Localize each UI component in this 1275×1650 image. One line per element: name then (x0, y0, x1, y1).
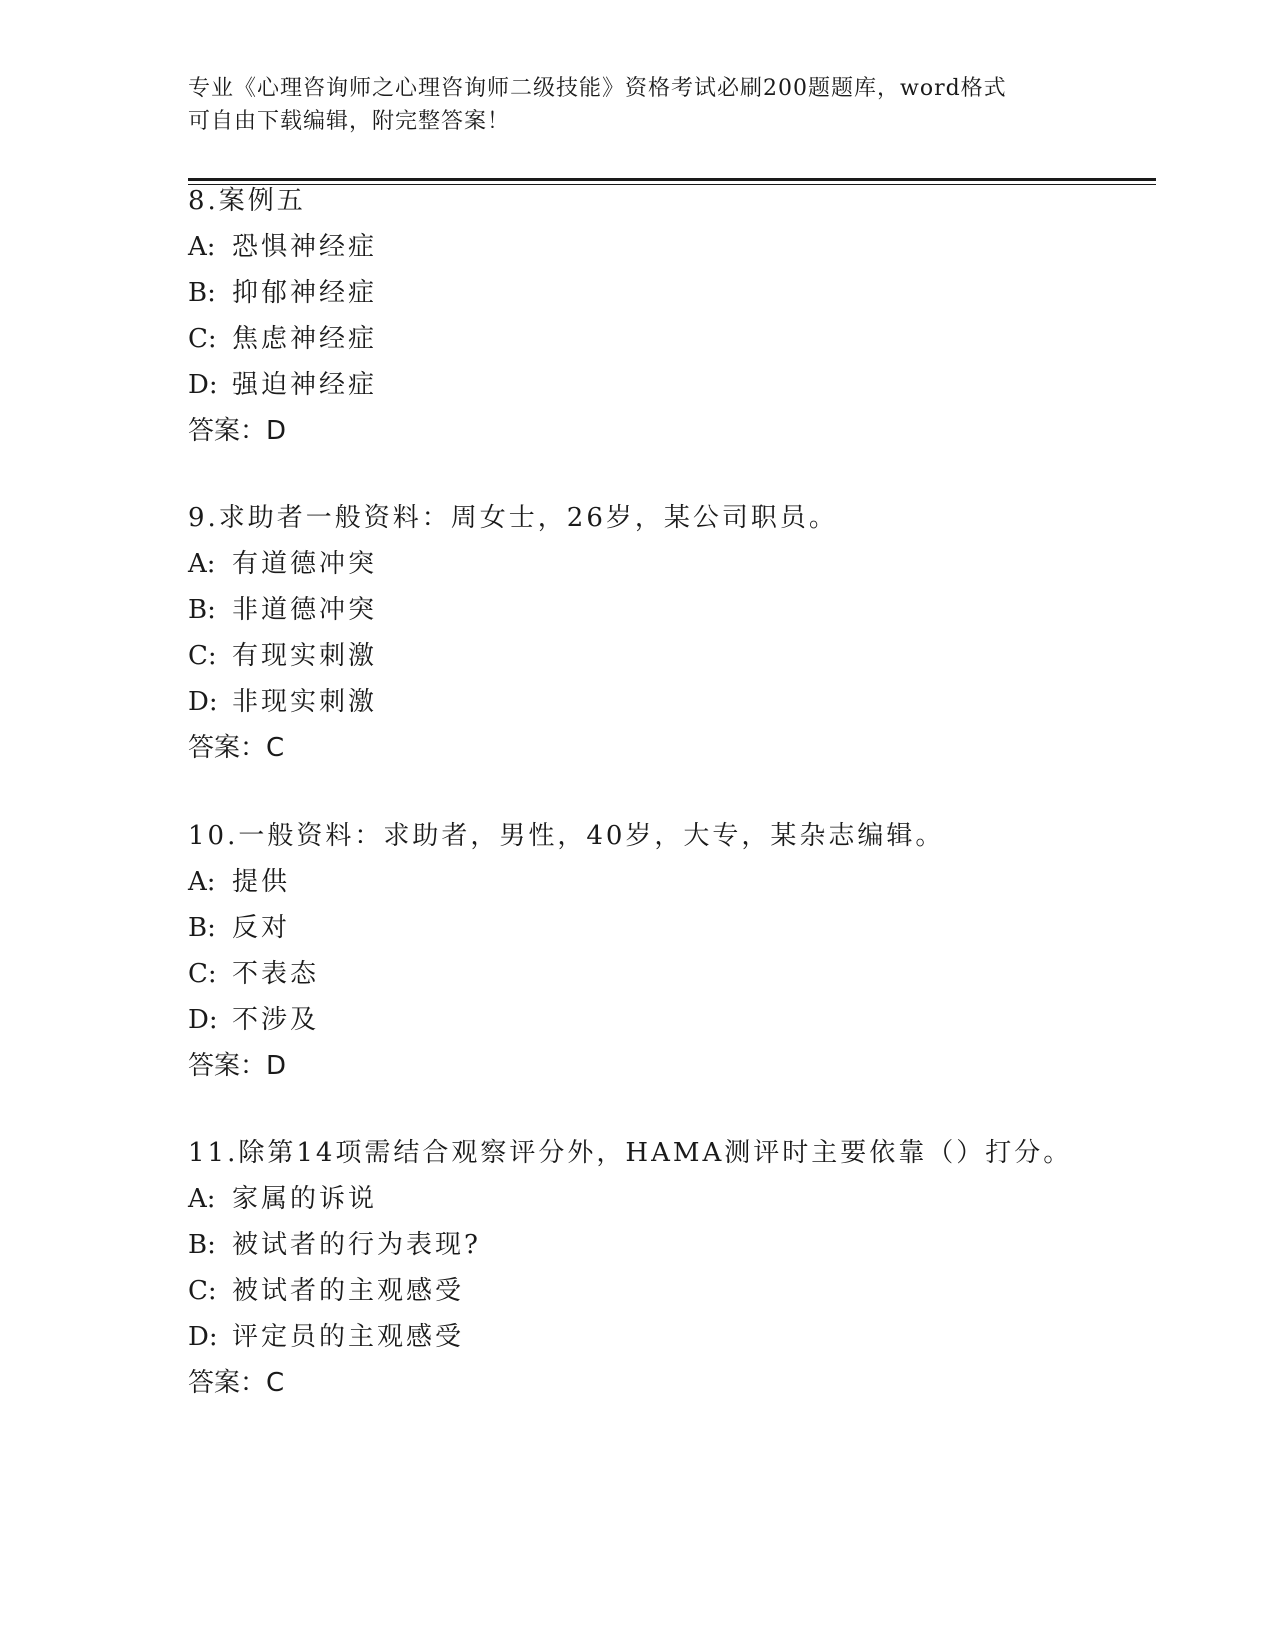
option-text: 焦虑神经症 (232, 324, 378, 354)
answer-line: 答案：C (188, 733, 285, 763)
option-d (188, 997, 1148, 1043)
option-text: 恐惧神经症 (232, 232, 378, 262)
option-letter: B: (188, 595, 216, 625)
option-text: 家属的诉说 (232, 1184, 378, 1214)
option-a (188, 541, 1148, 587)
option-letter: C: (188, 641, 217, 671)
option-c (188, 633, 1148, 679)
option-letter: C: (188, 1276, 217, 1306)
option-letter: C: (188, 959, 217, 989)
header-line-2: 可自由下载编辑，附完整答案！ (188, 109, 511, 134)
question-8 (188, 178, 1148, 454)
option-letter: A: (188, 1184, 216, 1214)
option-text: 被试者的主观感受 (232, 1276, 465, 1306)
option-b (188, 905, 1148, 951)
option-text: 提供 (232, 867, 291, 897)
option-d (188, 679, 1148, 725)
option-text: 有现实刺激 (232, 641, 378, 671)
question-stem: 10.一般资料：求助者，男性，40岁，大专，某杂志编辑。 (188, 821, 945, 851)
option-b (188, 1222, 1148, 1268)
option-letter: B: (188, 1230, 216, 1260)
option-a (188, 1176, 1148, 1222)
option-text: 不表态 (232, 959, 320, 989)
header-line-1: 专业《心理咨询师之心理咨询师二级技能》资格考试必刷200题题库，word格式 (188, 76, 1007, 101)
option-letter: A: (188, 232, 216, 262)
document-header (188, 72, 1068, 138)
option-letter: A: (188, 867, 216, 897)
option-text: 反对 (232, 913, 291, 943)
question-9 (188, 495, 1148, 771)
option-a (188, 859, 1148, 905)
question-stem: 9.求助者一般资料：周女士，26岁，某公司职员。 (188, 503, 838, 533)
option-c (188, 1268, 1148, 1314)
option-c (188, 951, 1148, 997)
option-letter: B: (188, 278, 216, 308)
answer-line: 答案：D (188, 416, 287, 446)
option-b (188, 270, 1148, 316)
option-text: 有道德冲突 (232, 549, 378, 579)
option-text: 非道德冲突 (232, 595, 378, 625)
option-a (188, 224, 1148, 270)
option-letter: C: (188, 324, 217, 354)
option-text: 抑郁神经症 (232, 278, 378, 308)
option-letter: D: (188, 1005, 218, 1035)
answer-line: 答案：D (188, 1051, 287, 1081)
option-letter: D: (188, 687, 218, 717)
option-letter: D: (188, 370, 218, 400)
option-text: 不涉及 (232, 1005, 320, 1035)
option-d (188, 1314, 1148, 1360)
option-letter: D: (188, 1322, 218, 1352)
option-d (188, 362, 1148, 408)
option-text: 强迫神经症 (232, 370, 378, 400)
question-stem: 8.案例五 (188, 186, 306, 216)
option-text: 评定员的主观感受 (232, 1322, 465, 1352)
option-letter: A: (188, 549, 216, 579)
question-11 (188, 1130, 1148, 1406)
option-b (188, 587, 1148, 633)
question-stem: 11.除第14项需结合观察评分外，HAMA测评时主要依靠（）打分。 (188, 1138, 1073, 1168)
option-c (188, 316, 1148, 362)
option-text: 被试者的行为表现? (232, 1230, 481, 1260)
option-text: 非现实刺激 (232, 687, 378, 717)
answer-line: 答案：C (188, 1368, 285, 1398)
option-letter: B: (188, 913, 216, 943)
question-10 (188, 813, 1148, 1089)
